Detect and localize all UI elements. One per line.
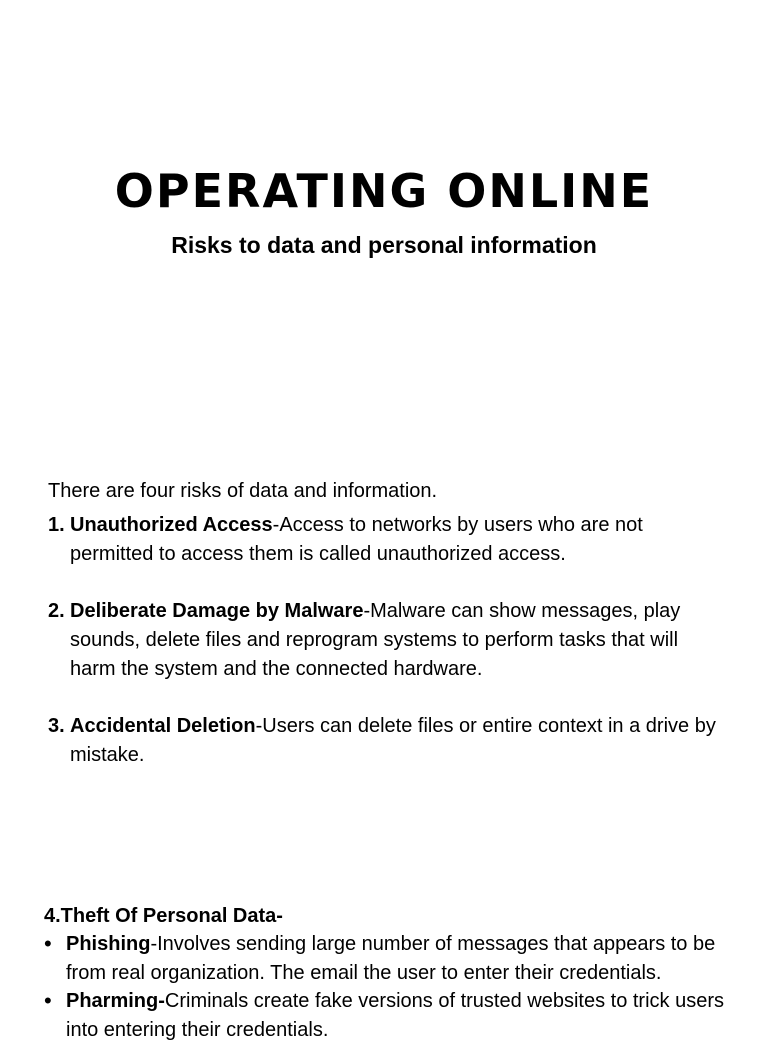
- risk-item-malware: [48, 597, 728, 684]
- bullet-term: Pharming-: [66, 990, 165, 1012]
- bullet-text: [66, 987, 734, 1045]
- risk-term: Accidental Deletion: [70, 715, 256, 737]
- page-subtitle: Risks to data and personal information: [171, 232, 597, 258]
- bullet-item-phishing: [44, 930, 734, 988]
- page-title: OPERATING ONLINE: [114, 164, 654, 218]
- bullet-description: Criminals create fake versions of trusted websites to trick users into entering their credentials.: [66, 990, 724, 1041]
- risk-number: 2.: [48, 600, 65, 622]
- risk-term: Unauthorized Access: [70, 514, 273, 536]
- bullet-item-pharming: [44, 987, 734, 1045]
- risk-number: 1.: [48, 514, 65, 536]
- risk-description: -Users can delete files or entire context in a drive by mistake.: [70, 715, 716, 766]
- risk-text: [70, 712, 728, 770]
- bullet-marker: •: [44, 931, 52, 956]
- bullet-marker: •: [44, 988, 52, 1013]
- risk-text: [70, 511, 728, 569]
- risk-description: -Access to networks by users who are not permitted to access them is called unauthorized access.: [70, 514, 643, 565]
- risk-text: [70, 597, 728, 684]
- bullet-term: Phishing: [66, 933, 151, 955]
- intro-text: There are four risks of data and information.: [48, 480, 438, 502]
- risk-item-accidental-deletion: [48, 712, 728, 770]
- theft-heading: 4.Theft Of Personal Data-: [44, 905, 283, 927]
- bullet-description: -Involves sending large number of messages that appears to be from real organization. The email the user to enter their credentials.: [66, 933, 716, 984]
- bullet-text: [66, 930, 734, 988]
- risk-term: Deliberate Damage by Malware: [70, 600, 364, 622]
- risk-description: -Malware can show messages, play sounds, delete files and reprogram systems to perform tasks that will harm the system and the connected hardware.: [70, 600, 681, 680]
- risk-number: 3.: [48, 715, 65, 737]
- risk-item-unauthorized-access: [48, 511, 728, 569]
